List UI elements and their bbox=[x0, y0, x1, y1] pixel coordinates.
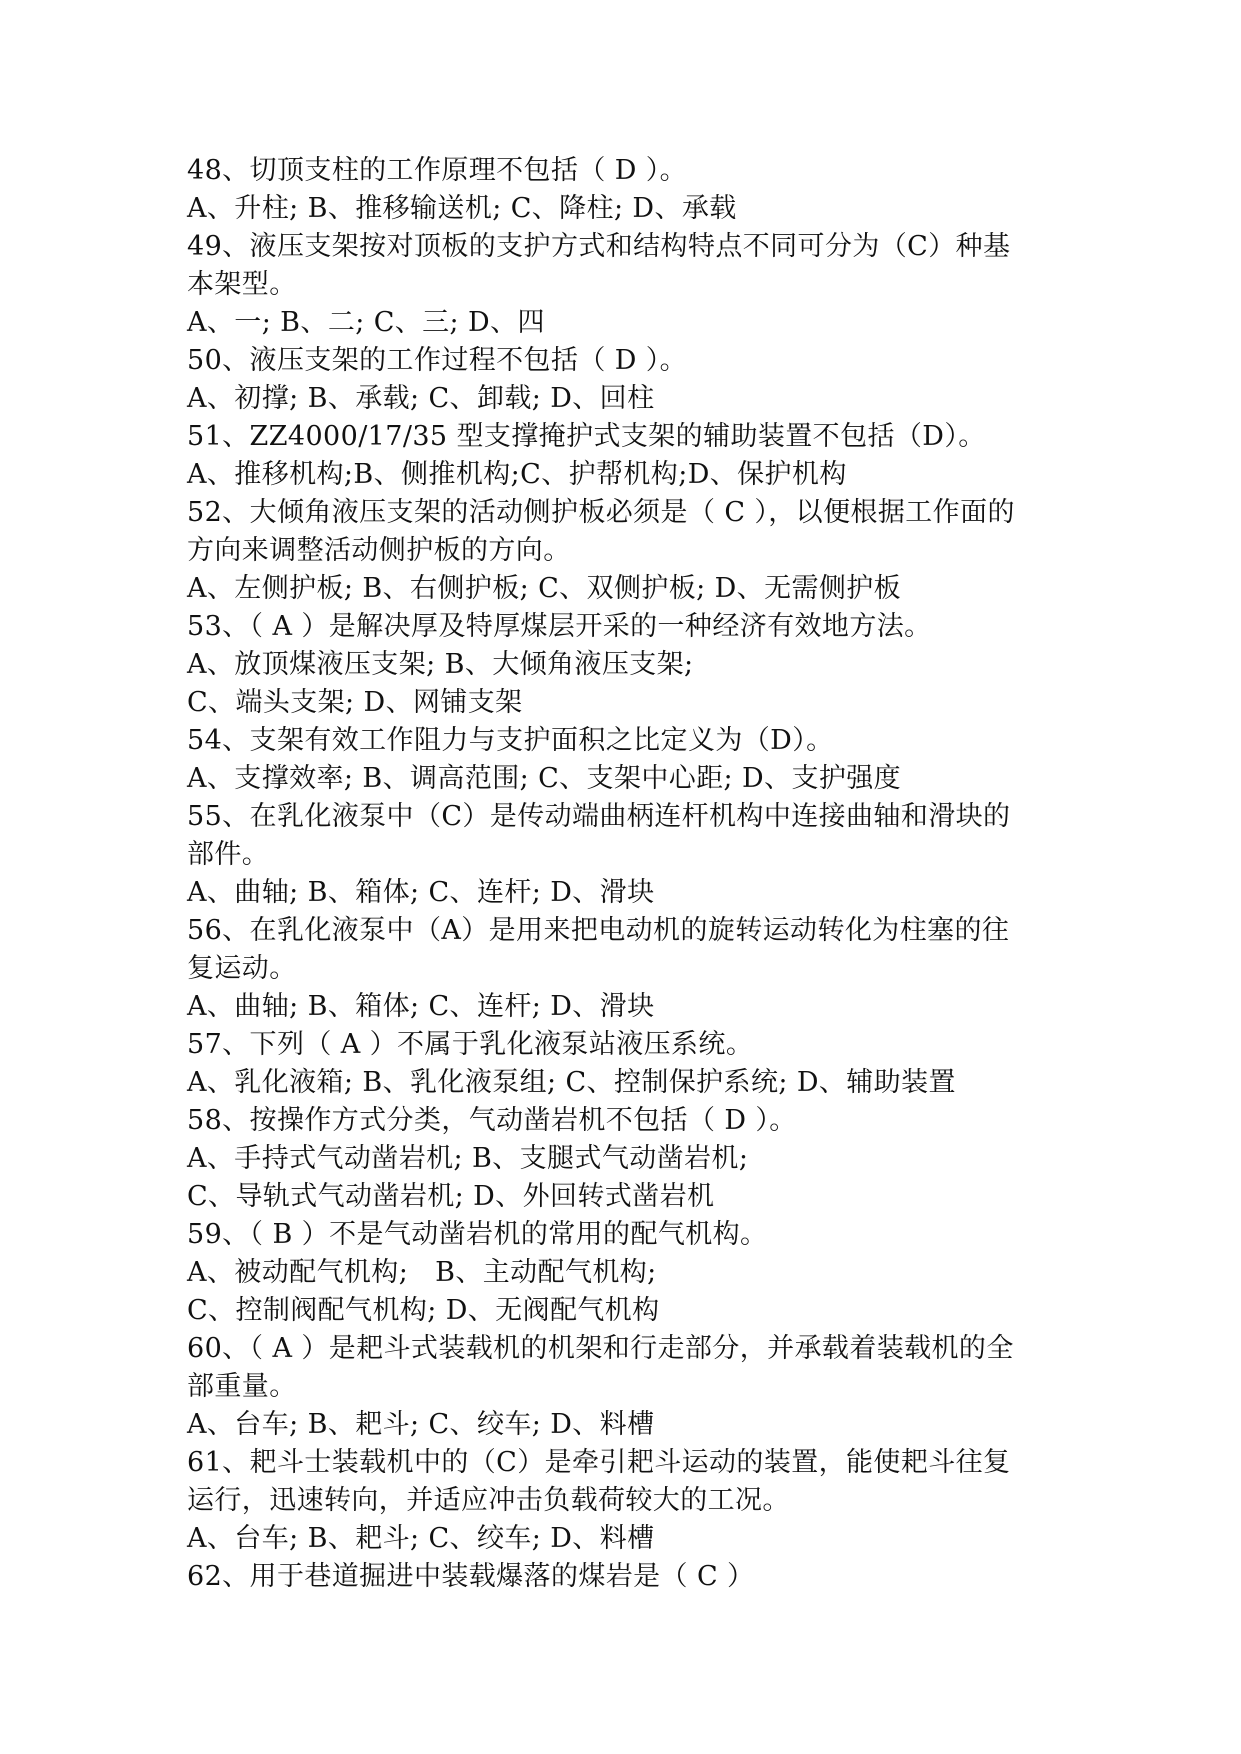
text-line: 58、按操作方式分类，气动凿岩机不包括（ D ）。 bbox=[187, 1105, 797, 1136]
text-line: 59、（ B ）不是气动凿岩机的常用的配气机构。 bbox=[187, 1219, 768, 1250]
text-line: A、推移机构;B、侧推机构;C、护帮机构;D、保护机构 bbox=[187, 459, 847, 490]
text-line: A、左侧护板; B、右侧护板; C、双侧护板; D、无需侧护板 bbox=[187, 573, 902, 604]
text-line: A、台车; B、耙斗; C、绞车; D、料槽 bbox=[187, 1523, 655, 1554]
text-line: 61、耙斗士装载机中的（C）是牵引耙斗运动的装置，能使耙斗往复 bbox=[187, 1447, 1011, 1478]
text-line: A、升柱; B、推移输送机; C、降柱; D、承载 bbox=[187, 193, 737, 224]
text-line: C、导轨式气动凿岩机; D、外回转式凿岩机 bbox=[187, 1181, 715, 1212]
text-line: A、一; B、二; C、三; D、四 bbox=[187, 307, 545, 338]
text-line: 52、大倾角液压支架的活动侧护板必须是（ C ），以便根据工作面的 bbox=[187, 497, 1015, 528]
text-line: C、控制阀配气机构; D、无阀配气机构 bbox=[187, 1295, 660, 1326]
text-line: 复运动。 bbox=[187, 953, 297, 984]
text-line: C、端头支架; D、网铺支架 bbox=[187, 687, 523, 718]
text-line: 本架型。 bbox=[187, 269, 297, 300]
text-line: A、被动配气机构; B、主动配气机构; bbox=[187, 1257, 657, 1288]
text-line: 48、切顶支柱的工作原理不包括（ D ）。 bbox=[187, 155, 688, 186]
text-line: A、初撑; B、承载; C、卸载; D、回柱 bbox=[187, 383, 655, 414]
text-line: A、放顶煤液压支架; B、大倾角液压支架; bbox=[187, 649, 694, 680]
text-line: 53、（ A ）是解决厚及特厚煤层开采的一种经济有效地方法。 bbox=[187, 611, 932, 642]
text-line: 51、ZZ4000/17/35 型支撑掩护式支架的辅助装置不包括（D）。 bbox=[187, 421, 986, 452]
text-line: A、乳化液箱; B、乳化液泵组; C、控制保护系统; D、辅助装置 bbox=[187, 1067, 956, 1098]
text-line: 部件。 bbox=[187, 839, 270, 870]
text-line: 方向来调整活动侧护板的方向。 bbox=[187, 535, 571, 566]
text-line: A、支撑效率; B、调高范围; C、支架中心距; D、支护强度 bbox=[187, 763, 902, 794]
text-line: 54、支架有效工作阻力与支护面积之比定义为（D）。 bbox=[187, 725, 834, 756]
text-line: 55、在乳化液泵中（C）是传动端曲柄连杆机构中连接曲轴和滑块的 bbox=[187, 801, 1011, 832]
text-line: A、曲轴; B、箱体; C、连杆; D、滑块 bbox=[187, 877, 655, 908]
text-line: 49、液压支架按对顶板的支护方式和结构特点不同可分为（C）种基 bbox=[187, 231, 1011, 262]
text-line: A、台车; B、耙斗; C、绞车; D、料槽 bbox=[187, 1409, 655, 1440]
text-line: 62、用于巷道掘进中装载爆落的煤岩是（ C ） bbox=[187, 1561, 755, 1592]
text-line: 60、（ A ）是耙斗式装载机的机架和行走部分，并承载着装载机的全 bbox=[187, 1333, 1014, 1364]
text-line: 50、液压支架的工作过程不包括（ D ）。 bbox=[187, 345, 688, 376]
text-line: 运行，迅速转向，并适应冲击负载荷较大的工况。 bbox=[187, 1485, 790, 1516]
question-text bbox=[187, 152, 1067, 1596]
text-line: 57、下列（ A ）不属于乳化液泵站液压系统。 bbox=[187, 1029, 754, 1060]
text-line: A、曲轴; B、箱体; C、连杆; D、滑块 bbox=[187, 991, 655, 1022]
text-line: 56、在乳化液泵中（A）是用来把电动机的旋转运动转化为柱塞的往 bbox=[187, 915, 1010, 946]
text-line: 部重量。 bbox=[187, 1371, 297, 1402]
text-line: A、手持式气动凿岩机; B、支腿式气动凿岩机; bbox=[187, 1143, 749, 1174]
